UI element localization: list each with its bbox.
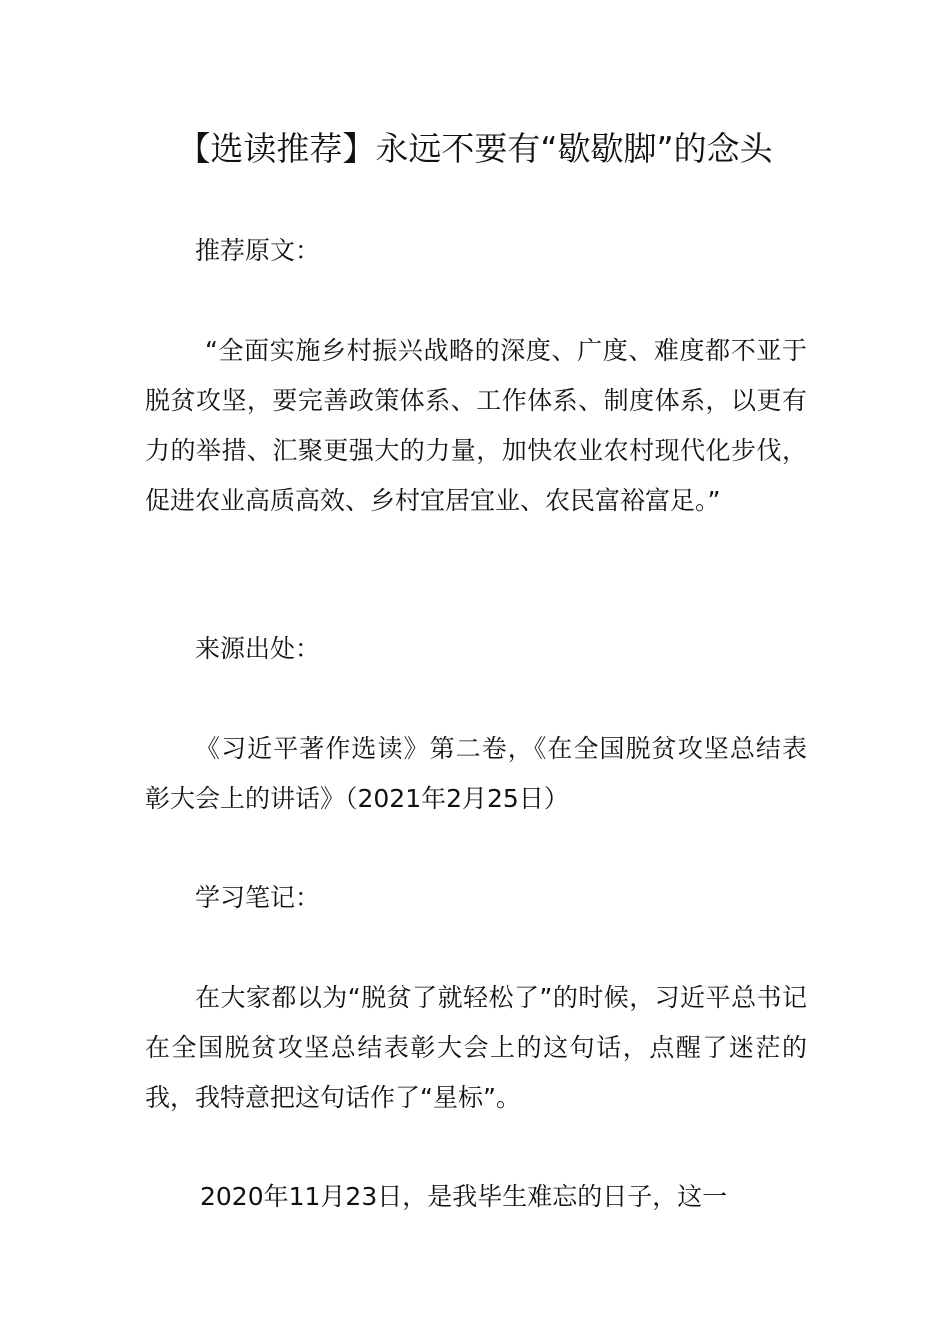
notes-label: 学习笔记：: [195, 883, 321, 912]
notes-paragraph-2: 2020年11月23日，是我毕生难忘的日子，这一: [200, 1182, 728, 1211]
source-paragraph: 《习近平著作选读》第二卷，《在全国脱贫攻坚总结表彰大会上的讲话》（2021年2月25日）: [145, 734, 807, 813]
notes-paragraph-1: 在大家都以为“脱贫了就轻松了”的时候，习近平总书记在全国脱贫攻坚总结表彰大会上的这句话，点醒了迷茫的我，我特意把这句话作了“星标”。: [145, 983, 807, 1112]
document-title: 【选读推荐】永远不要有“歇歇脚”的念头: [177, 129, 773, 168]
quote-paragraph: “全面实施乡村振兴战略的深度、广度、难度都不亚于脱贫攻坚，要完善政策体系、工作体系、制度体系，以更有力的举措、汇聚更强大的力量，加快农业农村现代化步伐，促进农业高质高效、乡村宜居宜业、农民富裕富足。”: [145, 336, 807, 515]
source-label: 来源出处：: [195, 634, 321, 663]
recommend-label: 推荐原文：: [195, 236, 321, 265]
